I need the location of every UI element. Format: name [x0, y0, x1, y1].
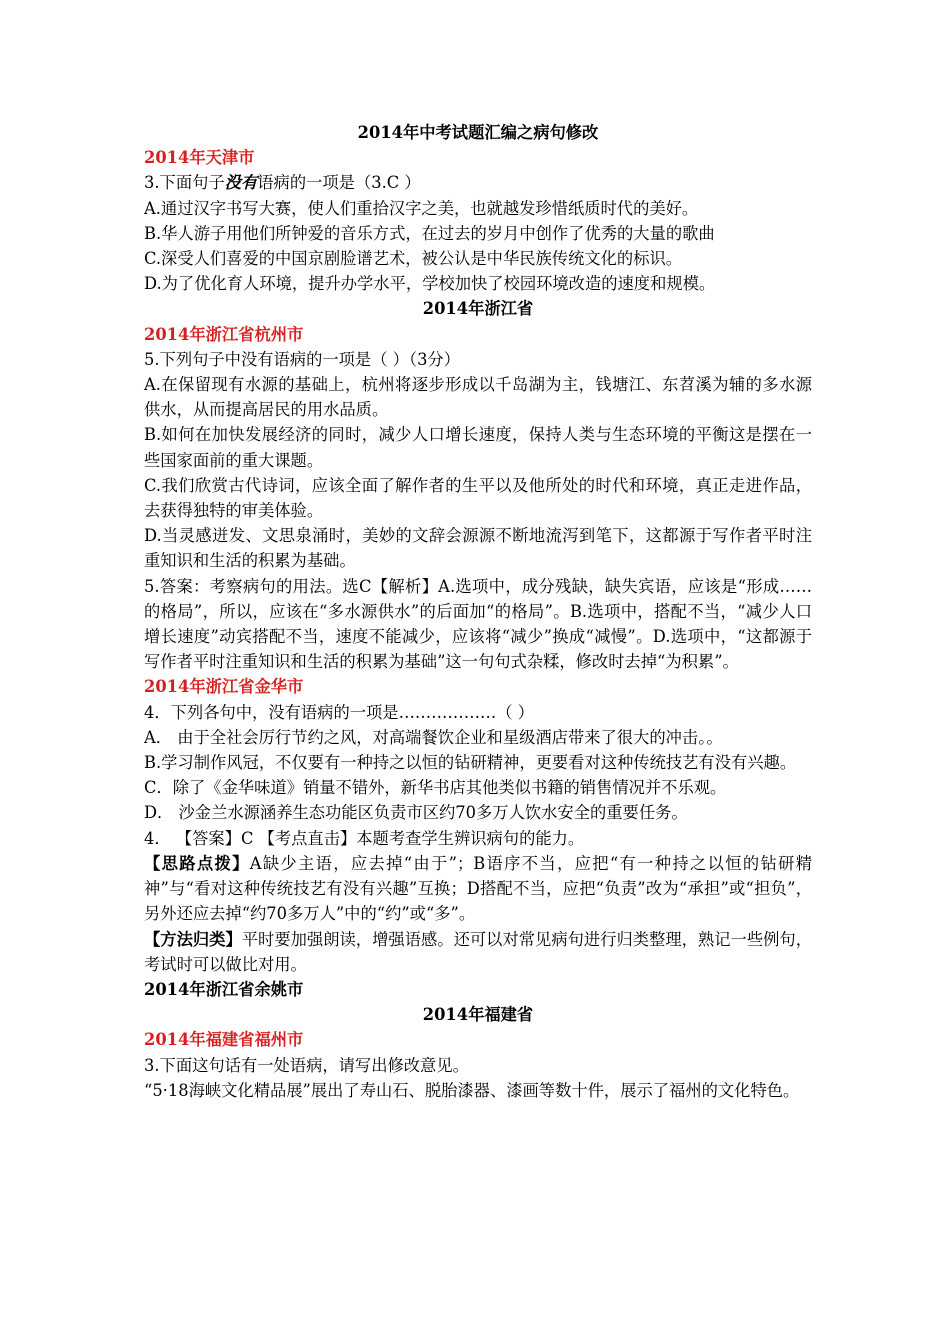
option-d: D． 沙金兰水源涵养生态功能区负责市区约70多万人饮水安全的重要任务。: [144, 803, 688, 823]
tips-jinhua: [144, 851, 812, 927]
option-d: D.当灵感迸发、文思泉涌时，美妙的文辞会源源不断地流泻到笔下，这都源于写作者平时注重知识和生活的积累为基础。: [144, 526, 812, 571]
method-text: 平时要加强朗读，增强语感。还可以对常见病句进行归类整理，熟记一些例句，考试时可以做比对用。: [144, 929, 812, 974]
section-heading-yuyao: 2014年浙江省余姚市: [144, 979, 304, 999]
option-c: C.深受人们喜爱的中国京剧脸谱艺术，被公认是中华民族传统文化的标识。: [144, 249, 683, 269]
question-suffix: 语病的一项是（3.C ）: [257, 173, 421, 193]
option-a: A.在保留现有水源的基础上，杭州将逐步形成以千岛湖为主，钱塘江、东苕溪为辅的多水源供水，从而提高居民的用水品质。: [144, 375, 812, 420]
question-hangzhou: 5.下列句子中没有语病的一项是（ ）（3分）: [144, 349, 460, 369]
question-prefix: 3.下面句子: [144, 173, 225, 193]
tips-label: 【思路点拨】: [144, 853, 250, 873]
option-a: A． 由于全社会厉行节约之风，对高端餐饮企业和星级酒店带来了很大的冲击。。: [144, 727, 723, 747]
province-heading-zhejiang: 2014年浙江省: [422, 299, 534, 319]
method-label: 【方法归类】: [144, 929, 242, 949]
question-emphasis: 没有: [224, 173, 258, 193]
option-b: B.学习制作风冠，不仅要有一种持之以恒的钻研精神，更要看对这种传统技艺有没有兴趣。: [144, 753, 797, 773]
section-heading-tianjin: 2014年天津市: [144, 148, 255, 168]
province-heading-fujian: 2014年福建省: [422, 1005, 534, 1025]
option-a: A.通过汉字书写大赛，使人们重拾汉字之美，也就越发珍惜纸质时代的美好。: [144, 198, 699, 218]
option-d: D.为了优化育人环境，提升办学水平，学校加快了校园环境改造的速度和规模。: [144, 274, 716, 294]
section-heading-hangzhou: 2014年浙江省杭州市: [144, 324, 304, 344]
document-page: [144, 120, 812, 1103]
answer-jinhua: 4． 【答案】C 【考点直击】本题考查学生辨识病句的能力。: [144, 828, 585, 848]
tips-text: A缺少主语，应去掉“由于”；B语序不当，应把“有一种持之以恒的钻研精神”与“看对这种传统技艺有没有兴趣”互换；D搭配不当，应把“负责”改为“承担”或“担负”，另外还应去掉“约70多万人”中的“约”或“多”。: [144, 853, 812, 924]
question-text-fuzhou: “5·18海峡文化精品展”展出了寿山石、脱胎漆器、漆画等数十件，展示了福州的文化特色。: [144, 1080, 800, 1100]
answer-hangzhou: 5.答案：考察病句的用法。选C【解析】A.选项中，成分残缺，缺失宾语，应该是“形成……的格局”，所以，应该在“多水源供水”的后面加“的格局”。B.选项中，搭配不当，“减少人口增长速度”动宾搭配不当，速度不能减少，应该将“减少”换成“减慢”。D.选项中，“这都源于写作者平时注重知识和生活的积累为基础”这一句句式杂糅，修改时去掉“为积累”。: [144, 576, 812, 672]
option-c: C.我们欣赏古代诗词，应该全面了解作者的生平以及他所处的时代和环境，真正走进作品，去获得独特的审美体验。: [144, 475, 812, 521]
document-title: 2014年中考试题汇编之病句修改: [357, 123, 599, 142]
question-jinhua: 4．下列各句中，没有语病的一项是………………（ ）: [144, 702, 535, 722]
section-heading-fuzhou: 2014年福建省福州市: [144, 1030, 304, 1050]
method-jinhua: [144, 927, 812, 977]
option-b: B.如何在加快发展经济的同时，减少人口增长速度，保持人类与生态环境的平衡这是摆在一些国家面前的重大课题。: [144, 425, 812, 470]
section-heading-jinhua: 2014年浙江省金华市: [144, 677, 304, 697]
option-c: C．除了《金华味道》销量不错外，新华书店其他类似书籍的销售情况并不乐观。: [144, 778, 727, 798]
option-b: B.华人游子用他们所钟爱的音乐方式，在过去的岁月中创作了优秀的大量的歌曲: [144, 223, 715, 243]
question-tianjin: [144, 170, 812, 195]
question-fuzhou: 3.下面这句话有一处语病，请写出修改意见。: [144, 1055, 469, 1075]
